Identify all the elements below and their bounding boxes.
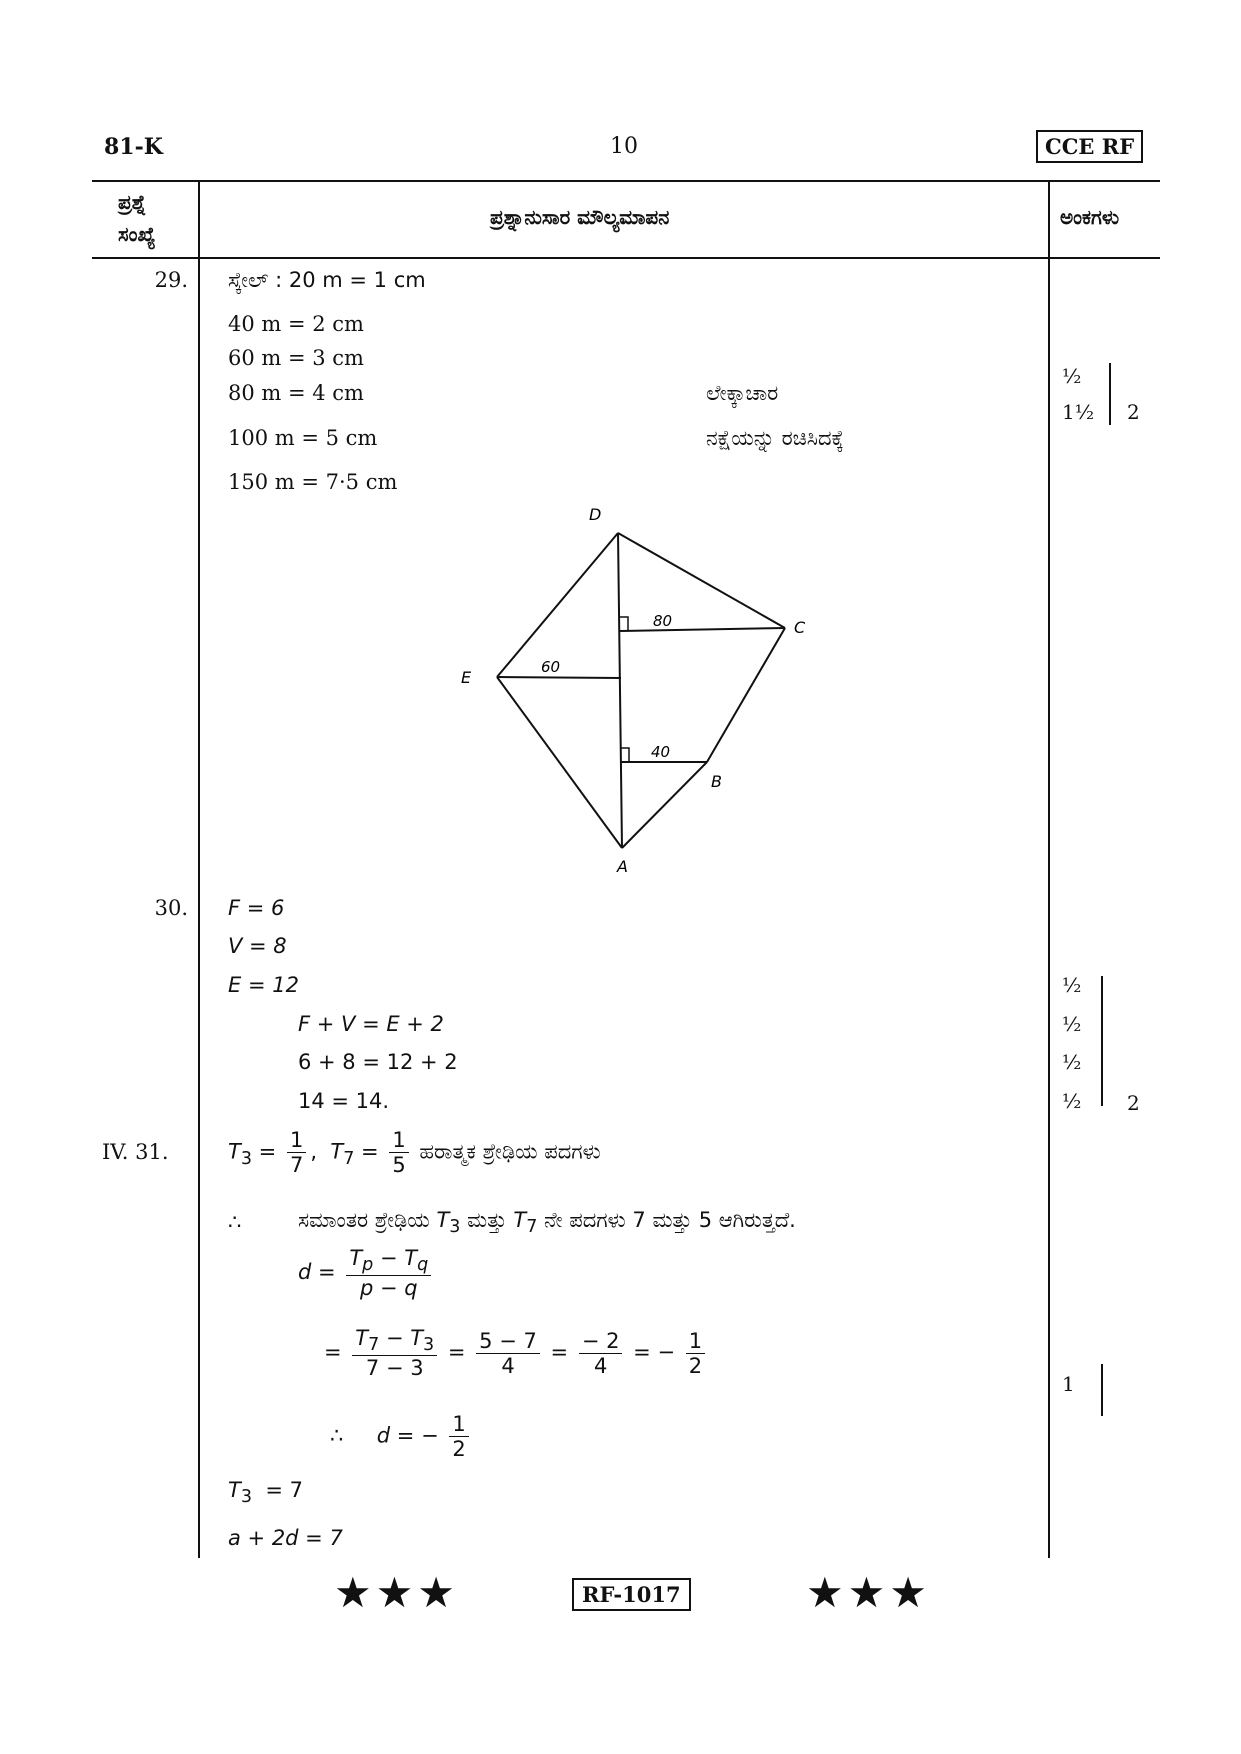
marks-heading: ಅಂಕಗಳು — [1060, 205, 1120, 229]
footer-stars-right: ★★★ — [806, 1568, 931, 1617]
footer-code-box: RF-1017 — [572, 1578, 691, 1611]
col-divider-right — [1048, 180, 1050, 1558]
table-top-rule — [92, 180, 1160, 182]
q31-d-compute: = $\frac{T_7 - T_3}{7 - 3}$ = $\frac{5 - 7}{4}$ = $\frac{- 2}{4}$ = − $\frac{1}{2}$ — [324, 1326, 709, 1380]
q29-scale: ಸ್ಕೇಲ್ : 20 m = 1 cm — [228, 268, 426, 292]
q29-line-60: 60 m = 3 cm — [228, 346, 364, 370]
q30-mark-1: ½ — [1062, 973, 1082, 997]
q29-line-150: 150 m = 7·5 cm — [228, 470, 398, 494]
q29-number: 29. — [154, 268, 188, 292]
label-E: E — [461, 668, 472, 687]
edge-BA — [622, 762, 707, 848]
label-D: D — [589, 505, 602, 524]
q31-given: $T_3$ = $\frac{1}{7}$ , $T_7$ = $\frac{1}{5}$ ಹರಾತ್ಮಕ ಶ್ರೇಢಿಯ ಪದಗಳು — [228, 1128, 601, 1178]
label-60: 60 — [541, 658, 561, 676]
qno-heading-line2: ಸಂಖ್ಯೆ — [118, 222, 156, 246]
label-A: A — [617, 857, 628, 876]
q31-t3-value: $T_3 = 7$ — [228, 1478, 303, 1508]
q30-mark-4: ½ — [1062, 1089, 1082, 1113]
page-number: 10 — [610, 134, 638, 159]
q31-marks-bar — [1101, 1364, 1103, 1416]
q30-edges: E = 12 — [228, 973, 299, 997]
qno-heading-line1: ಪ್ರಶ್ನೆ — [118, 190, 147, 214]
q31-ap-statement: ಸಮಾಂತರ ಶ್ರೇಢಿಯ $T_3$ ಮತ್ತು $T_7$ ನೇ ಪದಗಳು 7 ಮತ್ತು 5 ಆಗಿರುತ್ತದೆ. — [298, 1208, 796, 1238]
edge-AE — [497, 677, 622, 848]
edge-CB — [707, 628, 785, 762]
q30-mark-2: ½ — [1062, 1012, 1082, 1036]
offset-80 — [620, 628, 785, 631]
q29-line-40: 40 m = 2 cm — [228, 312, 364, 336]
paper-code: 81-K — [104, 134, 163, 160]
q29-note-draw: ನಕ್ಷೆಯನ್ನು ರಚಿಸಿದಕ್ಕೆ — [706, 426, 844, 450]
label-C: C — [794, 618, 806, 637]
offset-60 — [497, 677, 621, 678]
footer-stars-left: ★★★ — [334, 1568, 459, 1617]
q31-therefore-1: ∴ — [228, 1210, 242, 1234]
label-80: 80 — [653, 612, 673, 630]
q29-mark-1: ½ — [1062, 364, 1082, 388]
q31-number: IV. 31. — [102, 1140, 169, 1164]
right-angle-upper — [620, 617, 628, 631]
q31-mark: 1 — [1062, 1372, 1075, 1396]
q31-equation: a + 2d = 7 — [228, 1526, 343, 1550]
q30-faces: F = 6 — [228, 896, 285, 920]
q29-line-80: 80 m = 4 cm — [228, 381, 364, 405]
label-B: B — [711, 772, 722, 791]
q30-number: 30. — [154, 896, 188, 920]
q30-mark-3: ½ — [1062, 1050, 1082, 1074]
q30-total: 2 — [1127, 1091, 1140, 1115]
q29-marks-bar — [1109, 363, 1111, 425]
q30-euler: F + V = E + 2 — [298, 1012, 444, 1036]
q29-field-sketch — [440, 500, 820, 890]
baseline-DA — [618, 533, 622, 848]
q29-line-100: 100 m = 5 cm — [228, 426, 378, 450]
table-header-rule — [92, 257, 1160, 259]
q30-vertices: V = 8 — [228, 934, 287, 958]
label-40: 40 — [651, 743, 671, 761]
edge-ED — [497, 533, 618, 677]
series-box: CCE RF — [1036, 130, 1143, 163]
q29-mark-2: 1½ — [1062, 400, 1095, 424]
q29-total: 2 — [1127, 400, 1140, 424]
q31-d-formula: d = $\frac{T_p - T_q}{p - q}$ — [298, 1246, 435, 1300]
col-divider-left — [198, 180, 200, 1558]
q30-result: 14 = 14. — [298, 1089, 390, 1113]
q30-substitute: 6 + 8 = 12 + 2 — [298, 1050, 458, 1074]
edge-DC — [618, 533, 785, 628]
answer-heading: ಪ್ರಶ್ನಾನುಸಾರ ಮೌಲ್ಯಮಾಪನ — [490, 205, 670, 229]
q30-marks-bar — [1101, 976, 1103, 1106]
q31-d-result: ∴ d = − $\frac{1}{2}$ — [330, 1412, 473, 1461]
right-angle-lower — [621, 748, 629, 762]
q29-note-calc: ಲೇಕ್ಕಾಚಾರ — [706, 381, 779, 405]
